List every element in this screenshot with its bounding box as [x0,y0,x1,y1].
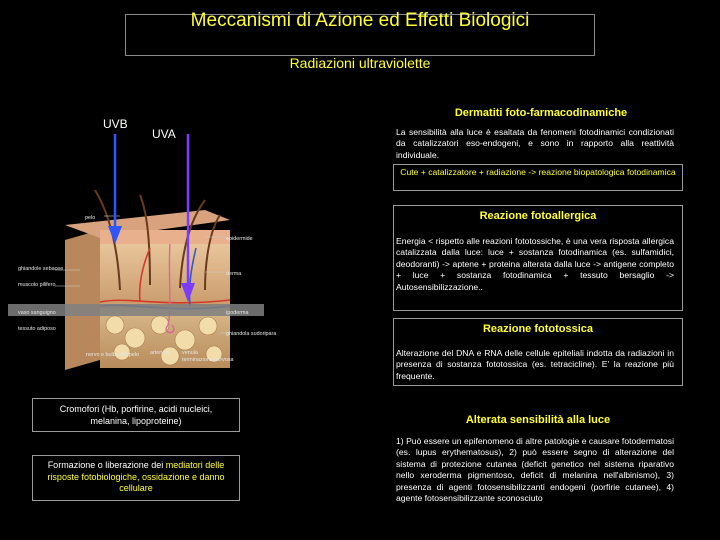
formazione-prefix: Formazione o liberazione dei [47,460,166,470]
label-pelo: pelo [85,215,96,221]
fotoallergica-title: Reazione fotoallergica [479,210,597,222]
mediatori-link[interactable]: mediatori delle risposte fotobiologiche, ossidazione e danno cellulare [47,460,225,493]
label-nervo-bulbo: nervo e bulbo del pelo [86,352,140,358]
alterata-title: Alterata sensibilità alla luce [465,414,611,426]
skin-block-side [65,230,100,370]
cromofori-text: Cromofori (Hb, porfirine, acidi nucleici, melanina, lipoproteine) [59,404,213,426]
label-tessuto-adiposo: tessuto adiposo [18,326,56,332]
dermatiti-text: La sensibilità alla luce è esaltata da fenomeni fotodinamici condizionati da catalizzatori eso-endogeni, e sono in rapporto alla reattività individuale. [396,127,674,160]
dermatiti-title: Dermatiti foto-farmacodinamiche [454,107,628,119]
label-derma: derma [226,271,242,277]
page-subtitle: Radiazioni ultraviolette [289,55,431,71]
label-terminazione-nervosa: terminazione nervosa [182,357,234,363]
label-ipoderma: ipoderma [226,310,249,316]
fotoallergica-text: Energia < rispetto alle reazioni fototossiche, è una vera risposta allergica catalizzata dalla luce: luce + sostanza fotodinamica (es. sulfamidici, deodoranti) -> aptene + proteina alterata dalla luce -> antigene completo + luce + sostanza fotodinamica + tessuto bersaglio -> Autosensibilizzazione.. [396,236,674,292]
label-ghiandole-sebacee: ghiandole sebacee [18,266,64,272]
page-title: Meccanismi di Azione ed Effetti Biologici [190,10,530,31]
label-venula: venula [182,350,198,356]
fototossica-title: Reazione fototossica [482,323,594,335]
label-muscolo-pilifero: muscolo pilifero [18,282,56,288]
uvb-label: UVB [103,117,128,131]
skin-diagram [0,120,277,400]
uva-label: UVA [152,127,176,141]
fototossica-text: Alterazione del DNA e RNA delle cellule epiteliali indotta da radiazioni in presenza di sostanza fototossica (es. tetracicline). E' la reazione più frequente. [396,348,674,381]
label-arteriola: arteriola [150,350,170,356]
formula-text: Cute + catalizzatore + radiazione -> reazione biopatologica fotodinamica [400,167,676,177]
uvb-arrow [108,134,122,244]
alterata-text: 1) Può essere un epifenomeno di altre patologie e causare fotodermatosi (es. lupus erythematosus), 2) può essere segno di alterazione del sistema di protezione cutanea (deficit genetico nel sistema riparativo nello xeroderma pigmentoso, deficit di melanina nell'albinismo), 3) presenza di agenti fotosensibilizzanti endogeni (porfirie cutanee), 4) agente fotosensibilizzante sconosciuto [396,436,674,504]
formazione-text [36,460,236,495]
label-vaso-sanguigno: vaso sanguigno [18,310,56,316]
label-epidermide: epidermide [226,236,253,242]
label-ghiandola-sudoripara: ghiandola sudoripara [226,331,277,337]
